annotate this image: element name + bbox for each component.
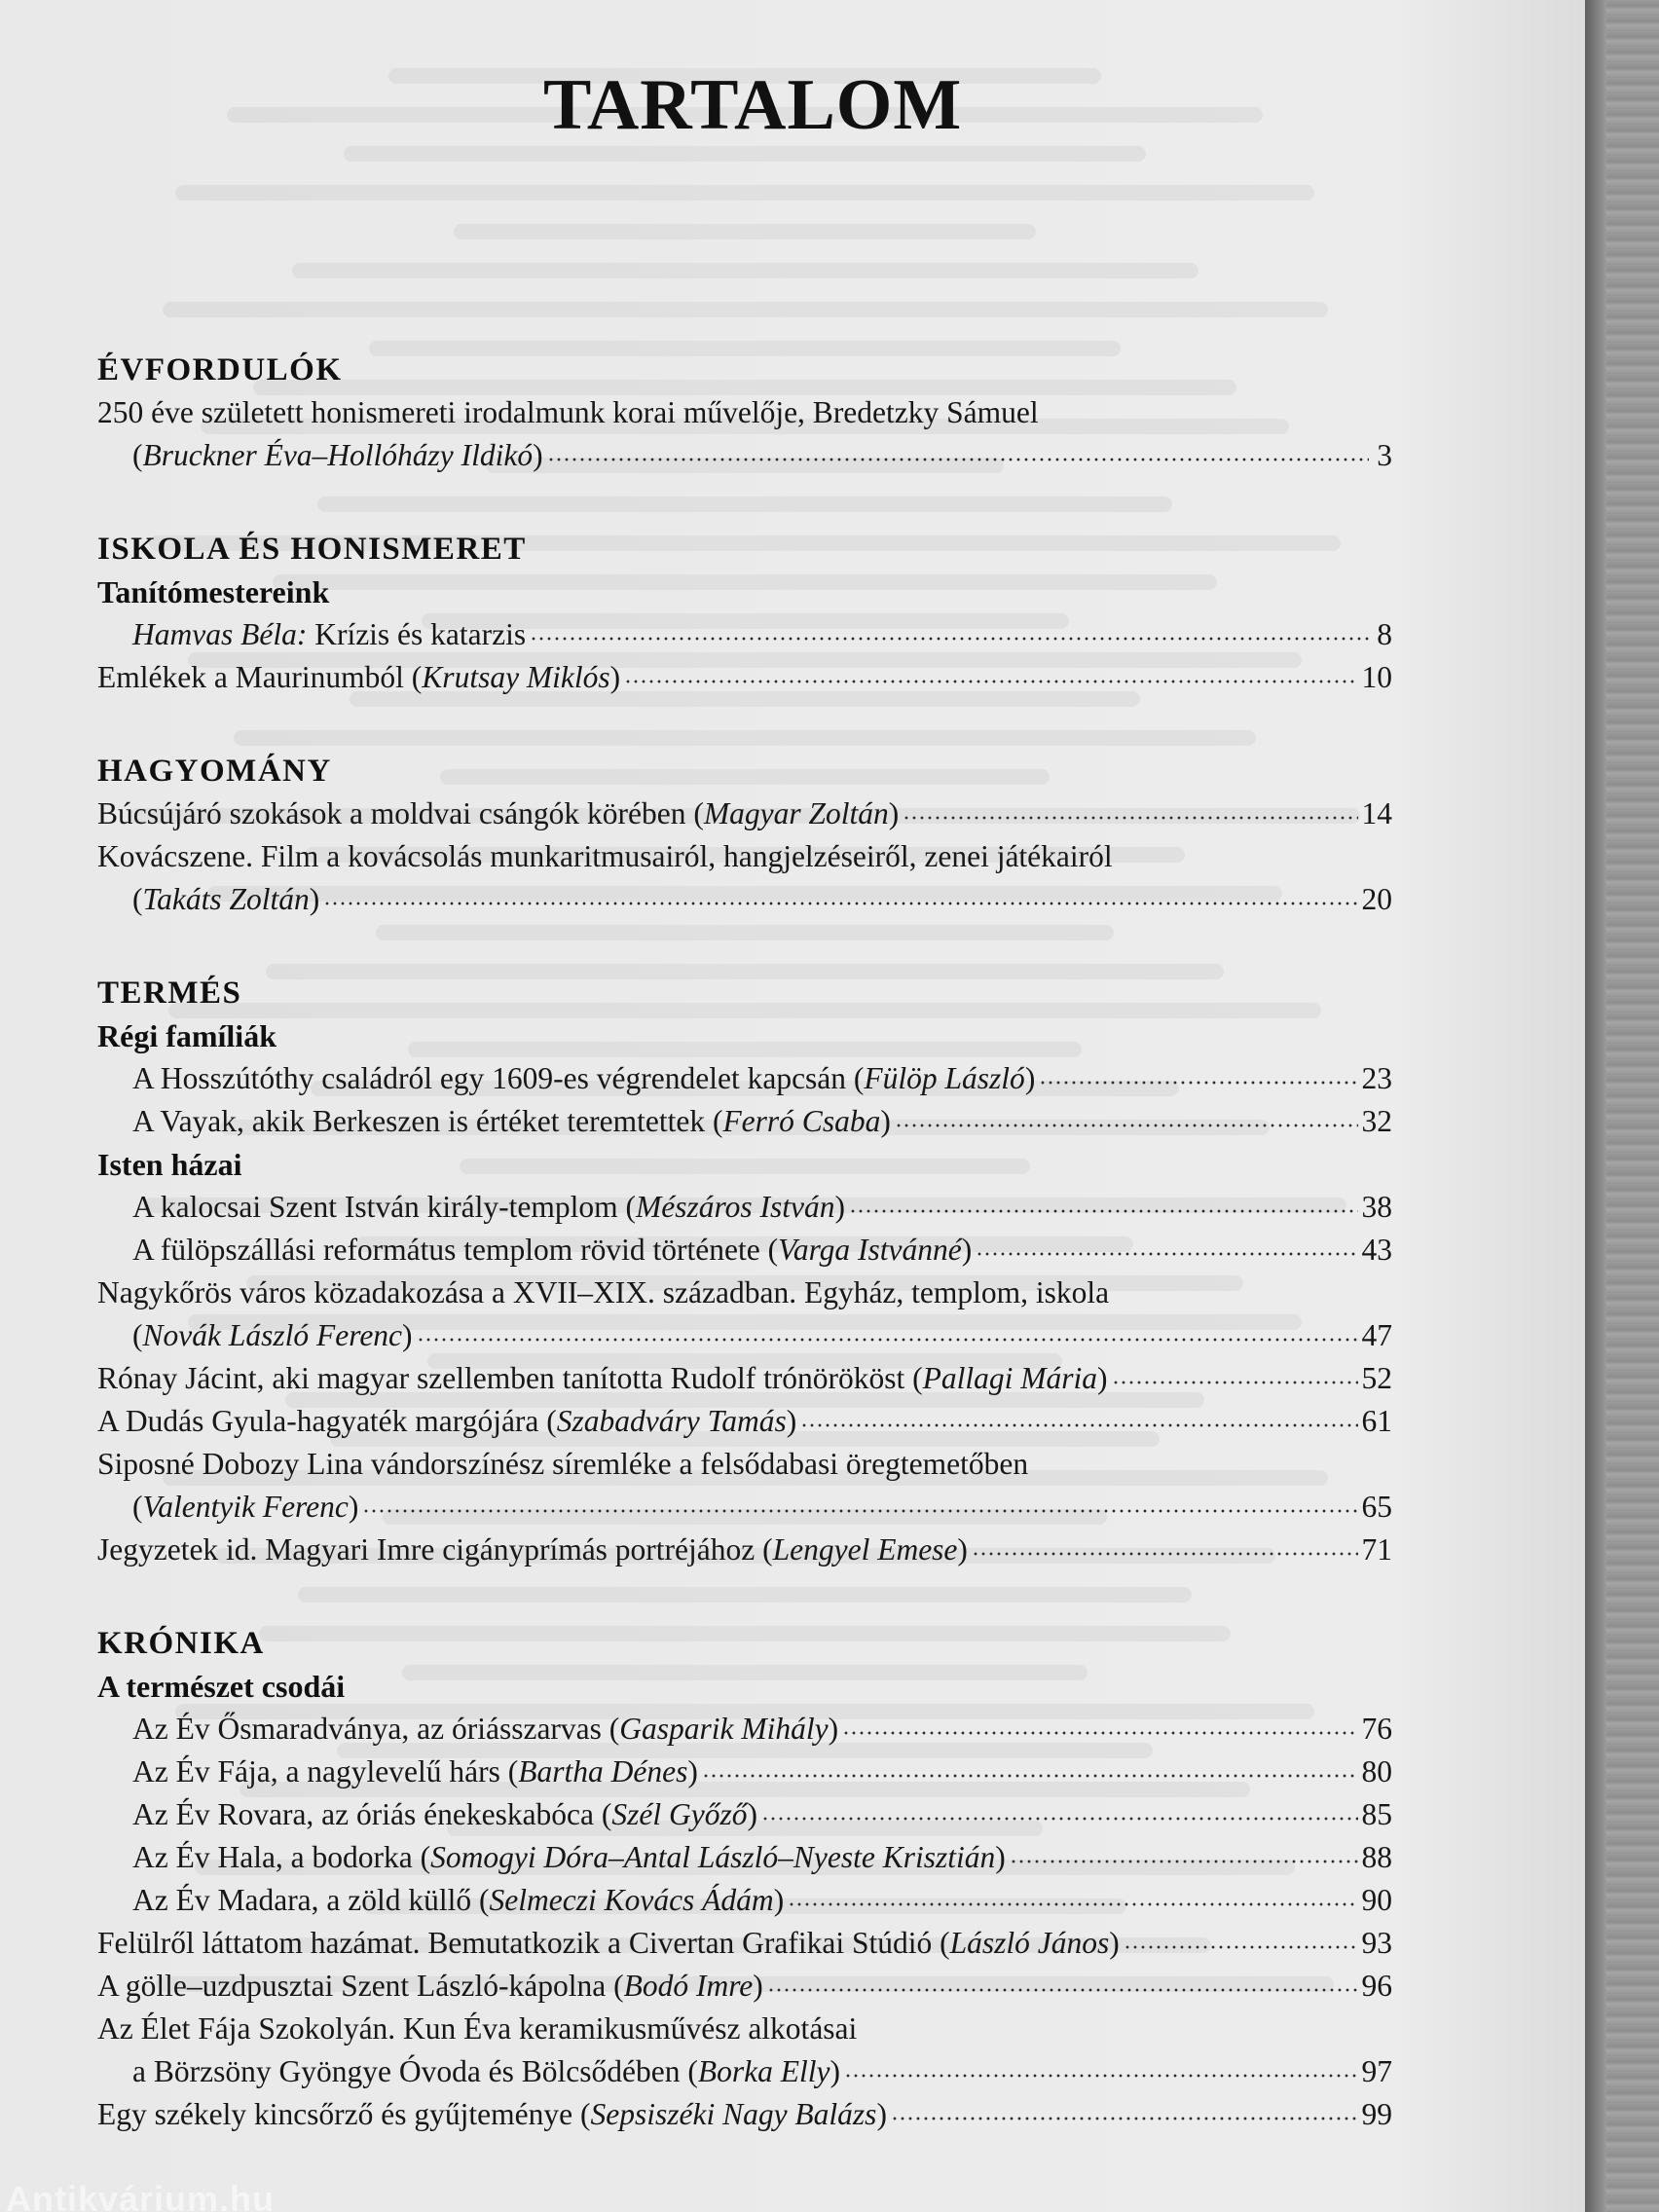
entry-author: Krutsay Miklós	[422, 660, 610, 694]
entry-author: Gasparik Mihály	[619, 1712, 829, 1746]
entry-title	[132, 1751, 698, 1793]
dot-leader	[800, 1423, 1357, 1427]
toc-entry-title-line	[97, 835, 1392, 878]
entry-title	[97, 1400, 796, 1443]
entry-text: A Hosszútóthy családról egy 1609-es végrendelet kapcsán (	[132, 1061, 865, 1095]
section-heading: KRÓNIKA	[97, 1626, 265, 1661]
toc-section	[97, 750, 1392, 921]
dot-leader	[1124, 1945, 1358, 1949]
entry-text: )	[876, 2097, 887, 2131]
dot-leader	[1010, 1860, 1358, 1863]
entry-title	[132, 613, 526, 656]
toc-entry	[97, 2050, 1392, 2093]
entry-author: Szabadváry Tamás	[556, 1404, 787, 1438]
entry-text: )	[348, 1490, 359, 1524]
entry-text: Az Év Rovara, az óriás énekeskabóca (	[132, 1797, 612, 1831]
entry-author: Pallagi Mária	[922, 1361, 1098, 1395]
page-number: 10	[1361, 660, 1392, 694]
page-number: 32	[1361, 1104, 1392, 1138]
entry-title	[97, 1922, 1120, 1965]
entry-text: A fülöpszállási református templom rövid története (	[132, 1233, 779, 1267]
show-through-line	[454, 224, 1037, 240]
entry-text: A Dudás Gyula-hagyaték margójára (	[97, 1404, 557, 1438]
entry-title	[97, 1965, 763, 2008]
section-heading: HAGYOMÁNY	[97, 754, 332, 789]
toc-entry-title-line	[97, 2008, 1392, 2050]
page-number: 90	[1361, 1883, 1392, 1917]
section-heading: ISKOLA ÉS HONISMERET	[97, 532, 527, 567]
entry-title	[132, 1879, 784, 1922]
entry-text: )	[1109, 1926, 1120, 1960]
toc-entry	[97, 1400, 1392, 1443]
entry-title	[132, 1229, 972, 1272]
entry-text: )	[995, 1840, 1006, 1874]
toc-section	[97, 972, 1392, 1571]
entry-text: )	[961, 1233, 973, 1267]
toc-entry	[97, 1708, 1392, 1751]
dot-leader	[362, 1509, 1357, 1513]
entry-author: Novák László Ferenc	[142, 1318, 403, 1352]
toc-entry	[97, 613, 1392, 656]
dot-leader	[788, 1902, 1357, 1906]
toc-entry	[97, 1186, 1392, 1229]
entry-title	[132, 2050, 840, 2093]
entry-text: )	[888, 796, 900, 830]
dot-leader	[323, 902, 1357, 905]
dot-leader	[903, 816, 1357, 820]
entry-title	[97, 656, 620, 699]
subsection-heading: Isten házai	[97, 1147, 242, 1182]
entry-text: Krízis és katarzis	[307, 617, 527, 651]
toc-entry	[97, 1057, 1392, 1100]
entry-title	[132, 1486, 358, 1529]
entry-title	[132, 1100, 891, 1143]
entry-text: )	[687, 1754, 698, 1788]
entry-author: Magyar Zoltán	[703, 796, 889, 830]
entry-author: Ferró Csaba	[722, 1104, 881, 1138]
dot-leader	[972, 1552, 1358, 1556]
entry-text: )	[309, 882, 320, 916]
entry-text: Felülről láttatom hazámat. Bemutatkozik a Civertan Grafikai Stúdió (	[97, 1926, 950, 1960]
dot-leader	[895, 1124, 1358, 1127]
dot-leader	[891, 2117, 1358, 2120]
entry-text: )	[834, 1190, 845, 1224]
section-heading: ÉVFORDULÓK	[97, 352, 343, 387]
dot-leader	[624, 680, 1357, 683]
entry-title: Az Élet Fája Szokolyán. Kun Éva keramikusművész alkotásai	[97, 2011, 858, 2046]
entry-title	[97, 2093, 887, 2136]
page-number: 20	[1361, 882, 1392, 916]
entry-text: )	[609, 660, 621, 694]
entry-author: Bartha Dénes	[518, 1754, 688, 1788]
toc-entry-title-line	[97, 1443, 1392, 1486]
entry-title	[132, 878, 319, 921]
entry-title	[132, 1186, 845, 1229]
entry-author: Hamvas Béla:	[132, 617, 308, 651]
dot-leader	[547, 458, 1369, 461]
page-edge-background	[1585, 0, 1659, 2212]
entry-text: A kalocsai Szent István király-templom (	[132, 1190, 636, 1224]
page-number: 97	[1361, 2054, 1392, 2088]
entry-text: Az Év Madara, a zöld küllő (	[132, 1883, 490, 1917]
entry-text: Jegyzetek id. Magyari Imre cigányprímás portréjához (	[97, 1532, 773, 1567]
entry-text: Az Év Fája, a nagylevelű hárs (	[132, 1754, 519, 1788]
page-number: 65	[1361, 1490, 1392, 1524]
dot-leader	[767, 1988, 1358, 1992]
entry-text: )	[957, 1532, 968, 1567]
toc-entry	[97, 1751, 1392, 1793]
toc-entry	[97, 1229, 1392, 1272]
entry-text: )	[830, 2054, 840, 2088]
toc-entry-title-line	[97, 391, 1392, 434]
entry-text: Az Év Ősmaradványa, az óriásszarvas (	[132, 1712, 620, 1746]
page-number: 80	[1361, 1754, 1392, 1788]
entry-author: László János	[949, 1926, 1110, 1960]
entry-text: Egy székely kincsőrző és gyűjteménye (	[97, 2097, 591, 2131]
entry-text: (	[132, 438, 143, 472]
toc-entry-title-line	[97, 1272, 1392, 1314]
entry-text: Rónay Jácint, aki magyar szellemben tanította Rudolf trónörököst (	[97, 1361, 923, 1395]
toc-section	[97, 1622, 1392, 2136]
entry-text: )	[880, 1104, 891, 1138]
entry-text: Az Év Hala, a bodorka (	[132, 1840, 431, 1874]
entry-author: Selmeczi Kovács Ádám	[489, 1883, 774, 1917]
dot-leader	[849, 1209, 1358, 1213]
entry-text: (	[132, 1490, 143, 1524]
dot-leader	[702, 1774, 1358, 1778]
dot-leader	[976, 1252, 1357, 1256]
page-title: TARTALOM	[543, 65, 963, 145]
entry-title: Nagykőrös város közadakozása a XVII–XIX. században. Egyház, templom, iskola	[97, 1275, 1110, 1309]
dot-leader	[844, 2074, 1358, 2078]
dot-leader	[1039, 1081, 1357, 1085]
show-through-line	[344, 146, 1147, 162]
entry-title: Siposné Dobozy Lina vándorszínész síremléke a felsődabasi öregtemetőben	[97, 1447, 1029, 1481]
entry-author: Fülöp László	[864, 1061, 1025, 1095]
toc-entry	[97, 1879, 1392, 1922]
toc-entry	[97, 1357, 1392, 1400]
page-number: 61	[1361, 1404, 1392, 1438]
page-number: 52	[1361, 1361, 1392, 1395]
subsection-heading: Régi famíliák	[97, 1018, 276, 1053]
entry-text: )	[747, 1797, 757, 1831]
toc-entry	[97, 656, 1392, 699]
toc-entry	[97, 1486, 1392, 1529]
entry-text: a Börzsöny Gyöngye Óvoda és Bölcsődében (	[132, 2054, 698, 2088]
toc-entry	[97, 1836, 1392, 1879]
entry-title	[132, 1314, 413, 1357]
page-number: 96	[1361, 1969, 1392, 2003]
subsection-heading: A természet csodái	[97, 1669, 346, 1704]
entry-author: Somogyi Dóra–Antal László–Nyeste Krisztián	[430, 1840, 996, 1874]
toc-entry	[97, 1100, 1392, 1143]
show-through-line	[175, 185, 1314, 201]
section-heading: TERMÉS	[97, 976, 242, 1011]
entry-title	[132, 1708, 838, 1751]
entry-text: )	[533, 438, 543, 472]
entry-title	[132, 434, 543, 477]
page-number: 88	[1361, 1840, 1392, 1874]
entry-text: )	[402, 1318, 413, 1352]
entry-author: Sepsiszéki Nagy Balázs	[590, 2097, 877, 2131]
page-number: 85	[1361, 1797, 1392, 1831]
toc-entry	[97, 434, 1392, 477]
entry-title	[97, 1529, 968, 1571]
dot-leader	[761, 1817, 1358, 1821]
page-number: 71	[1361, 1532, 1392, 1567]
entry-text: )	[1097, 1361, 1108, 1395]
page-number: 38	[1361, 1190, 1392, 1224]
entry-title	[97, 1357, 1108, 1400]
toc-entry	[97, 1922, 1392, 1965]
page-number: 23	[1361, 1061, 1392, 1095]
toc-entry	[97, 1965, 1392, 2008]
page-number: 14	[1361, 796, 1392, 830]
entry-text: )	[1024, 1061, 1036, 1095]
entry-author: Mészáros István	[636, 1190, 835, 1224]
dot-leader	[530, 637, 1369, 641]
entry-text: A Vayak, akik Berkeszen is értéket teremtettek (	[132, 1104, 723, 1138]
entry-text: Búcsújáró szokások a moldvai csángók körében (	[97, 796, 704, 830]
entry-author: Varga Istvánné	[778, 1233, 962, 1267]
page-number: 47	[1361, 1318, 1392, 1352]
toc-entry	[97, 1793, 1392, 1836]
entry-text: (	[132, 1318, 143, 1352]
entry-title	[97, 793, 899, 835]
entry-author: Lengyel Emese	[772, 1532, 958, 1567]
toc-entry	[97, 1314, 1392, 1357]
entry-text: )	[786, 1404, 797, 1438]
entry-author: Bodó Imre	[623, 1969, 754, 2003]
toc-entry	[97, 1529, 1392, 1571]
show-through-line	[292, 263, 1198, 278]
entry-title: Kovácszene. Film a kovácsolás munkaritmusairól, hangjelzéseiről, zenei játékairól	[97, 839, 1113, 873]
entry-text: )	[773, 1883, 785, 1917]
entry-text: )	[753, 1969, 763, 2003]
entry-author: Bruckner Éva–Hollóházy Ildikó	[142, 438, 534, 472]
entry-text: (	[132, 882, 143, 916]
entry-text: Emlékek a Maurinumból (	[97, 660, 423, 694]
entry-author: Borka Elly	[697, 2054, 830, 2088]
toc-entry	[97, 793, 1392, 835]
page-number: 43	[1361, 1233, 1392, 1267]
subsection-heading: Tanítómestereink	[97, 574, 330, 609]
entry-author: Szél Győző	[611, 1797, 748, 1831]
entry-author: Valentyik Ferenc	[142, 1490, 349, 1524]
page-number: 93	[1361, 1926, 1392, 1960]
page-number: 99	[1361, 2097, 1392, 2131]
entry-author: Takáts Zoltán	[142, 882, 310, 916]
watermark: Antikvárium.hu	[6, 2179, 276, 2212]
entry-title	[132, 1057, 1035, 1100]
entry-text: )	[828, 1712, 839, 1746]
page-number: 8	[1377, 617, 1392, 651]
entry-title: 250 éve született honismereti irodalmunk korai művelője, Bredetzky Sámuel	[97, 395, 1039, 429]
table-of-contents	[97, 349, 1392, 2136]
dot-leader	[417, 1338, 1358, 1342]
toc-section	[97, 349, 1392, 477]
toc-entry	[97, 2093, 1392, 2136]
entry-title	[132, 1793, 757, 1836]
show-through-line	[163, 302, 1328, 317]
page-number: 3	[1377, 438, 1392, 472]
entry-title	[132, 1836, 1006, 1879]
toc-entry	[97, 878, 1392, 921]
dot-leader	[1112, 1381, 1358, 1384]
entry-text: A gölle–uzdpusztai Szent László-kápolna (	[97, 1969, 624, 2003]
toc-section	[97, 528, 1392, 699]
dot-leader	[842, 1731, 1357, 1735]
page-number: 76	[1361, 1712, 1392, 1746]
